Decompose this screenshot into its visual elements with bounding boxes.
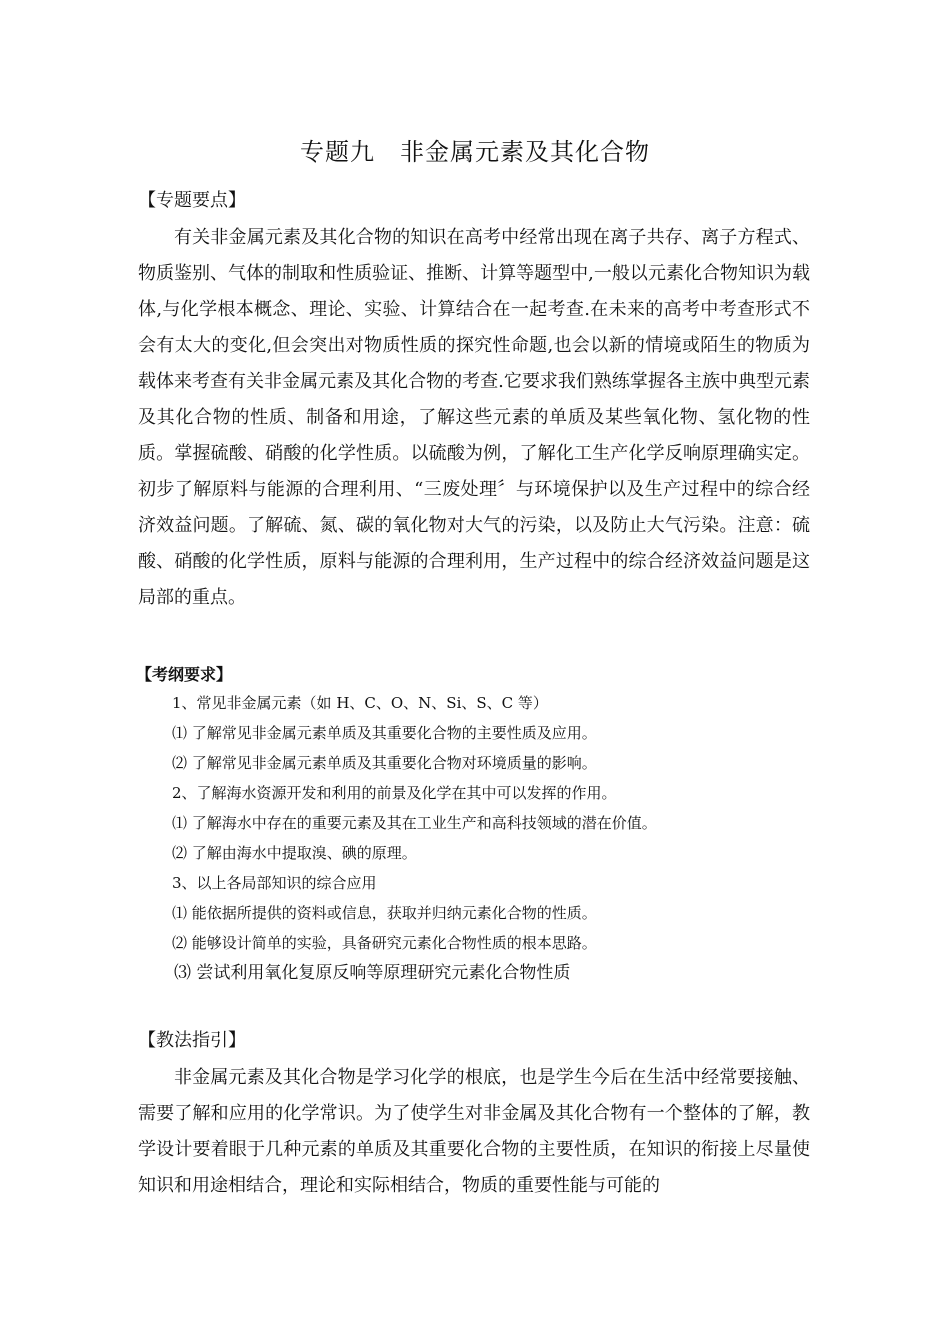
syllabus-list	[172, 688, 812, 988]
syllabus-item: 2、了解海水资源开发和利用的前景及化学在其中可以发挥的作用。	[172, 784, 617, 802]
syllabus-item: ⑵ 了解由海水中提取溴、碘的原理。	[172, 844, 417, 862]
teaching-text: 非金属元素及其化合物是学习化学的根底，也是学生今后在生活中经常要接触、需要了解和应用的化学常识。为了使学生对非金属及其化合物有一个整体的了解，教学设计要着眼于几种元素的单质及其重要化合物的主要性质，在知识的衔接上尽量使知识和用途相结合，理论和实际相结合，物质的重要性能与可能的	[138, 1067, 810, 1196]
key-points-paragraph	[138, 220, 810, 616]
document-title: 专题九 非金属元素及其化合物	[300, 138, 650, 166]
syllabus-item: ⑶ 尝试利用氧化复原反响等原理研究元素化合物性质	[174, 963, 571, 983]
syllabus-item: ⑵ 了解常见非金属元素单质及其重要化合物对环境质量的影响。	[172, 754, 597, 772]
syllabus-item: 1、常见非金属元素（如 H、C、O、N、Si、S、C 等）	[172, 694, 548, 712]
syllabus-item: ⑴ 了解海水中存在的重要元素及其在工业生产和高科技领域的潜在价值。	[172, 814, 657, 832]
teaching-paragraph	[138, 1060, 810, 1204]
syllabus-item: ⑴ 能依据所提供的资料或信息，获取并归纳元素化合物的性质。	[172, 904, 597, 922]
syllabus-item: ⑵ 能够设计简单的实验，具备研究元素化合物性质的根本思路。	[172, 934, 597, 952]
syllabus-item: ⑴ 了解常见非金属元素单质及其重要化合物的主要性质及应用。	[172, 724, 597, 742]
syllabus-item: 3、以上各局部知识的综合应用	[172, 874, 377, 892]
key-points-heading: 【专题要点】	[138, 190, 246, 211]
syllabus-heading: 【考纲要求】	[136, 665, 233, 684]
teaching-heading: 【教法指引】	[138, 1030, 246, 1051]
key-points-text: 有关非金属元素及其化合物的知识在高考中经常出现在离子共存、离子方程式、物质鉴别、气体的制取和性质验证、推断、计算等题型中,一般以元素化合物知识为载体,与化学根本概念、理论、实验、计算结合在一起考查.在未来的高考中考查形式不会有太大的变化,但会突出对物质性质的探究性命题,也会以新的情境或陌生的物质为载体来考查有关非金属元素及其化合物的考查.它要求我们熟练掌握各主族中典型元素及其化合物的性质、制备和用途，了解这些元素的单质及某些氧化物、氢化物的性质。掌握硫酸、硝酸的化学性质。以硫酸为例，了解化工生产化学反响原理确实定。初步了解原料与能源的合理利用、“三废处理〞与环境保护以及生产过程中的综合经济效益问题。了解硫、氮、碳的氧化物对大气的污染，以及防止大气污染。注意：硫酸、硝酸的化学性质，原料与能源的合理利用，生产过程中的综合经济效益问题是这局部的重点。	[138, 227, 810, 608]
